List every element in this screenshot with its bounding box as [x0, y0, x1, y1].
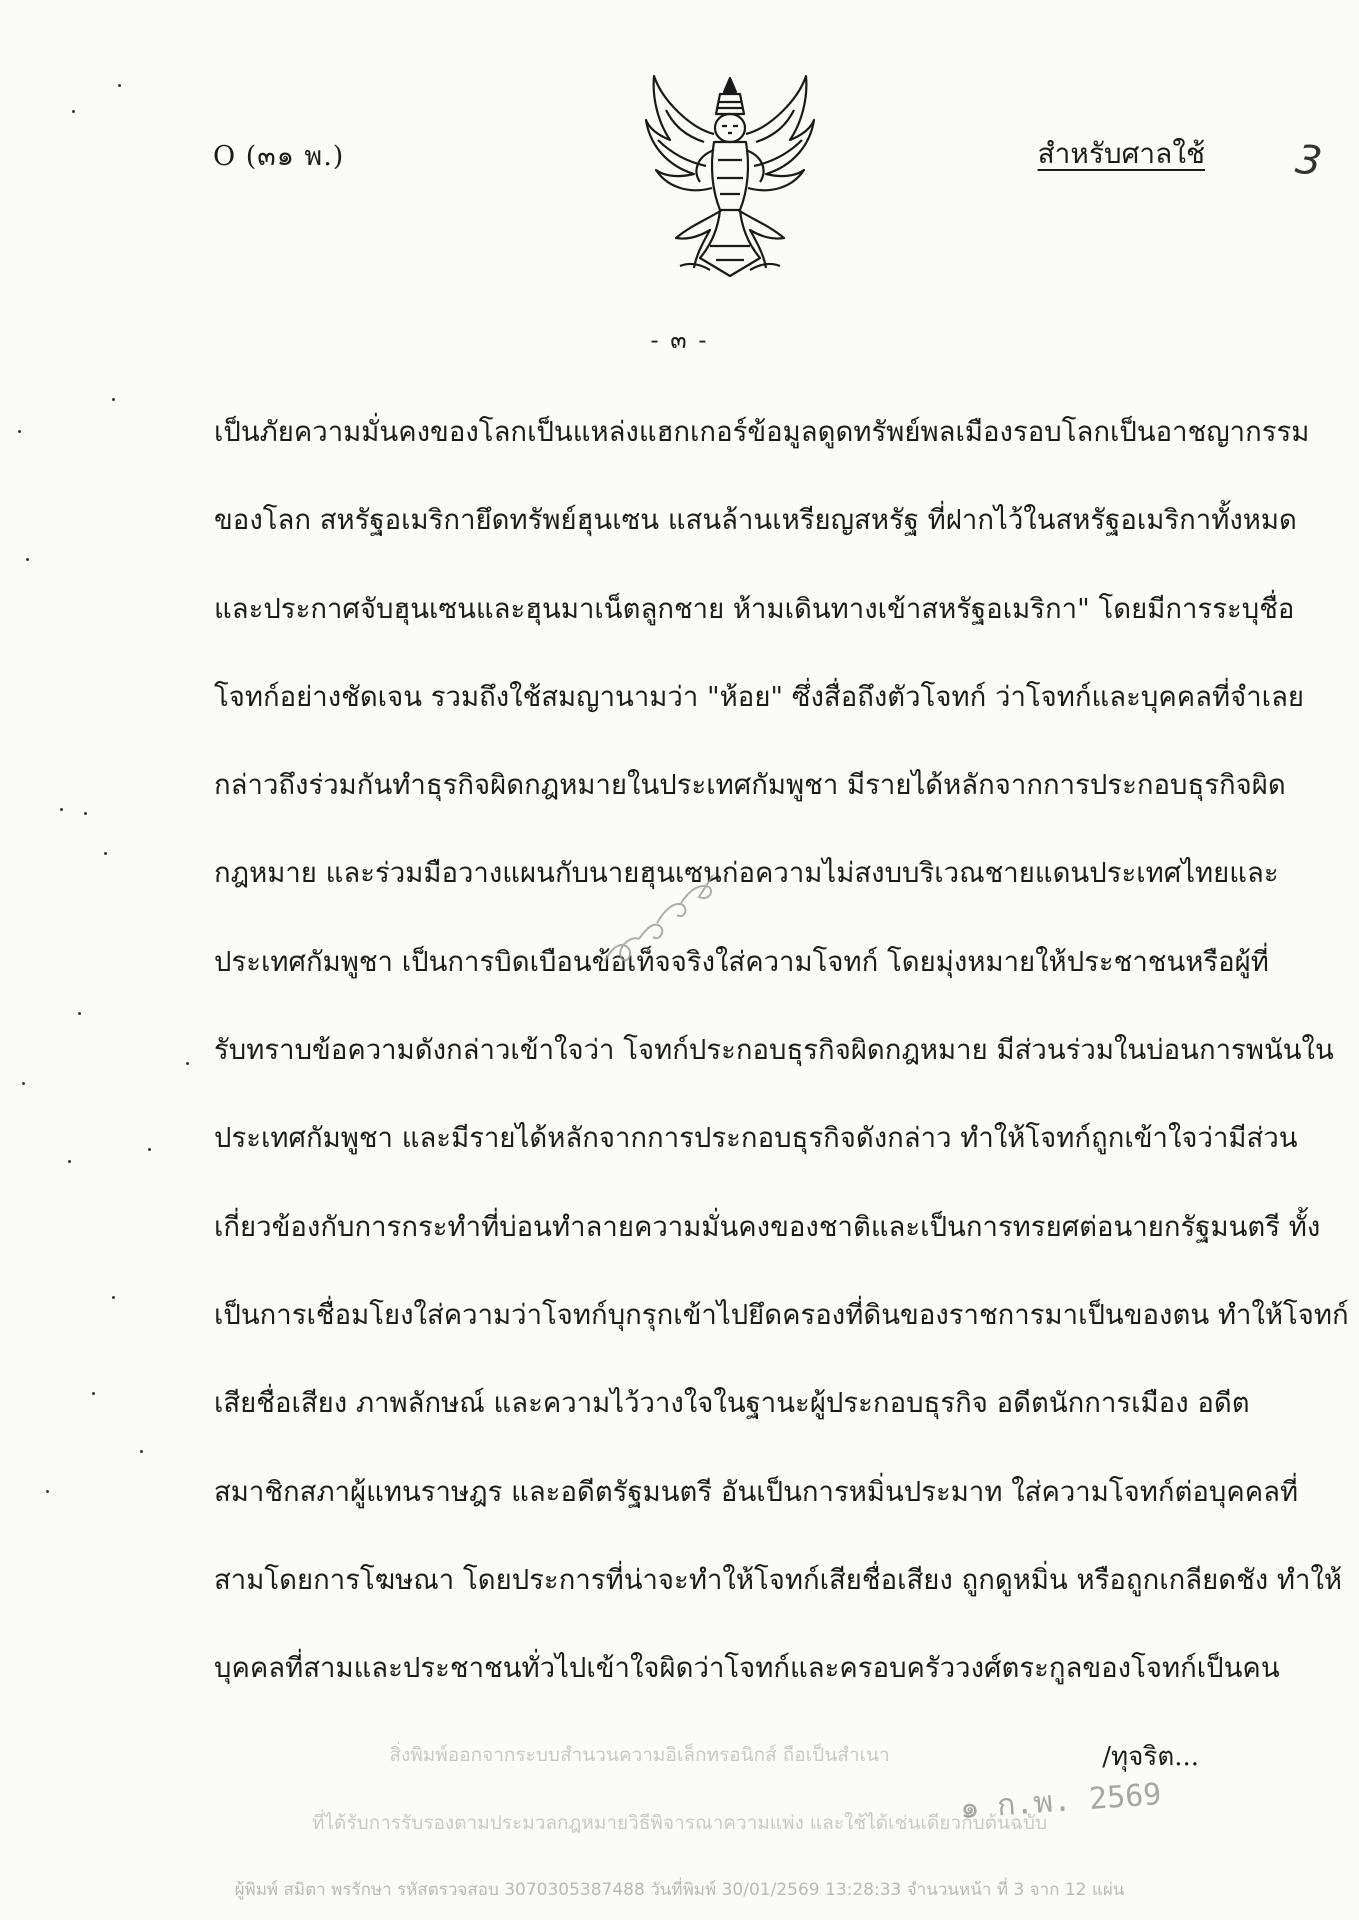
certification-line-1: สิ่งพิมพ์ออกจากระบบสำนวนความอิเล็กทรอนิกส์ ถือเป็นสำเนา [389, 1744, 890, 1766]
body-line: ของโลก สหรัฐอเมริกายึดทรัพย์ฮุนเซน แสนล้านเหรียญสหรัฐ ที่ฝากไว้ในสหรัฐอเมริกาทั้งหมด [214, 504, 1297, 537]
scan-speck [26, 558, 29, 561]
scan-speck [112, 1296, 115, 1299]
body-line: เสียชื่อเสียง ภาพลักษณ์ และความไว้วางใจในฐานะผู้ประกอบธุรกิจ อดีตนักการเมือง อดีต [214, 1387, 1250, 1420]
scan-speck [112, 398, 115, 401]
scan-speck [18, 430, 21, 433]
body-line: ประเทศกัมพูชา และมีรายได้หลักจากการประกอบธุรกิจดังกล่าว ทำให้โจทก์ถูกเข้าใจว่ามีส่วน [214, 1122, 1298, 1155]
body-text [214, 412, 1349, 1736]
scan-speck [84, 812, 87, 815]
body-line: บุคคลที่สามและประชาชนทั่วไปเข้าใจผิดว่าโจทก์และครอบครัววงศ์ตระกูลของโจทก์เป็นคน [214, 1652, 1280, 1685]
scan-speck [186, 1062, 189, 1065]
body-line: ประเทศกัมพูชา เป็นการบิดเบือนข้อเท็จจริงใส่ความโจทก์ โดยมุ่งหมายให้ประชาชนหรือผู้ที่ [214, 945, 1269, 978]
scan-speck [72, 110, 75, 113]
print-info: ผู้พิมพ์ สมิตา พรรักษา รหัสตรวจสอบ 3070305387488 วันที่พิมพ์ 30/01/2569 13:28:33 จำนวนหน้า ที่ 3 จาก 12 แผ่น [234, 1880, 1125, 1900]
scan-speck [46, 1490, 49, 1493]
handwritten-signature-mark [595, 865, 725, 975]
scan-speck [78, 1012, 81, 1015]
body-line: และประกาศจับฮุนเซนและฮุนมาเน็ตลูกชาย ห้ามเดินทางเข้าสหรัฐอเมริกา" โดยมีการระบุชื่อ [214, 592, 1295, 625]
body-line: เป็นภัยความมั่นคงของโลกเป็นแหล่งแฮกเกอร์ข้อมูลดูดทรัพย์พลเมืองรอบโลกเป็นอาชญากรรม [214, 416, 1310, 448]
body-line: กล่าวถึงร่วมกันทำธุรกิจผิดกฎหมายในประเทศกัมพูชา มีรายได้หลักจากการประกอบธุรกิจผิด [214, 769, 1286, 802]
scan-speck [22, 1082, 25, 1085]
margin-note: 3 [1292, 136, 1325, 186]
scan-speck [104, 852, 107, 855]
continuation-marker: /ทุจริต... [1102, 1742, 1199, 1772]
scan-speck [140, 1450, 143, 1453]
scan-speck [68, 1160, 71, 1163]
scan-speck [92, 1392, 95, 1395]
certification-line-2: ที่ได้รับการรับรองตามประมวลกฎหมายวิธีพิจารณาความแพ่ง และใช้ได้เช่นเดียวกับต้นฉบับ [311, 1812, 1048, 1834]
page-number: - ๓ - [650, 326, 709, 354]
body-line: เกี่ยวข้องกับการกระทำที่บ่อนทำลายความมั่นคงของชาติและเป็นการทรยศต่อนายกรัฐมนตรี ทั้ง [214, 1210, 1321, 1243]
scan-speck [148, 1148, 151, 1151]
body-line: สมาชิกสภาผู้แทนราษฎร และอดีตรัฐมนตรี อันเป็นการหมิ่นประมาท ใส่ความโจทก์ต่อบุคคลที่ [214, 1475, 1299, 1508]
body-line: โจทก์อย่างชัดเจน รวมถึงใช้สมญานามว่า "ห้อย" ซึ่งสื่อถึงตัวโจทก์ ว่าโจทก์และบุคคลที่จำเลย [214, 680, 1305, 713]
body-line: กฎหมาย และร่วมมือวางแผนกับนายฮุนเซนก่อความไม่สงบบริเวณชายแดนประเทศไทยและ [214, 857, 1279, 890]
body-line: เป็นการเชื่อมโยงใส่ความว่าโจทก์บุกรุกเข้าไปยึดครองที่ดินของราชการมาเป็นของตน ทำให้โจทก์ [214, 1298, 1349, 1331]
body-line: สามโดยการโฆษณา โดยประการที่น่าจะทำให้โจทก์เสียชื่อเสียง ถูกดูหมิ่น หรือถูกเกลียดชัง ทำให้ [214, 1563, 1343, 1596]
scan-speck [118, 84, 121, 87]
date-stamp: ๑ ก.พ. 2569 [959, 1777, 1163, 1826]
garuda-emblem-icon [640, 70, 820, 285]
scan-speck [60, 808, 63, 811]
court-use-label: สำหรับศาลใช้ [1037, 137, 1205, 170]
form-code: O (๓๑ พ.) [213, 141, 345, 172]
body-line: รับทราบข้อความดังกล่าวเข้าใจว่า โจทก์ประกอบธุรกิจผิดกฎหมาย มีส่วนร่วมในบ่อนการพนันใน [214, 1034, 1334, 1067]
